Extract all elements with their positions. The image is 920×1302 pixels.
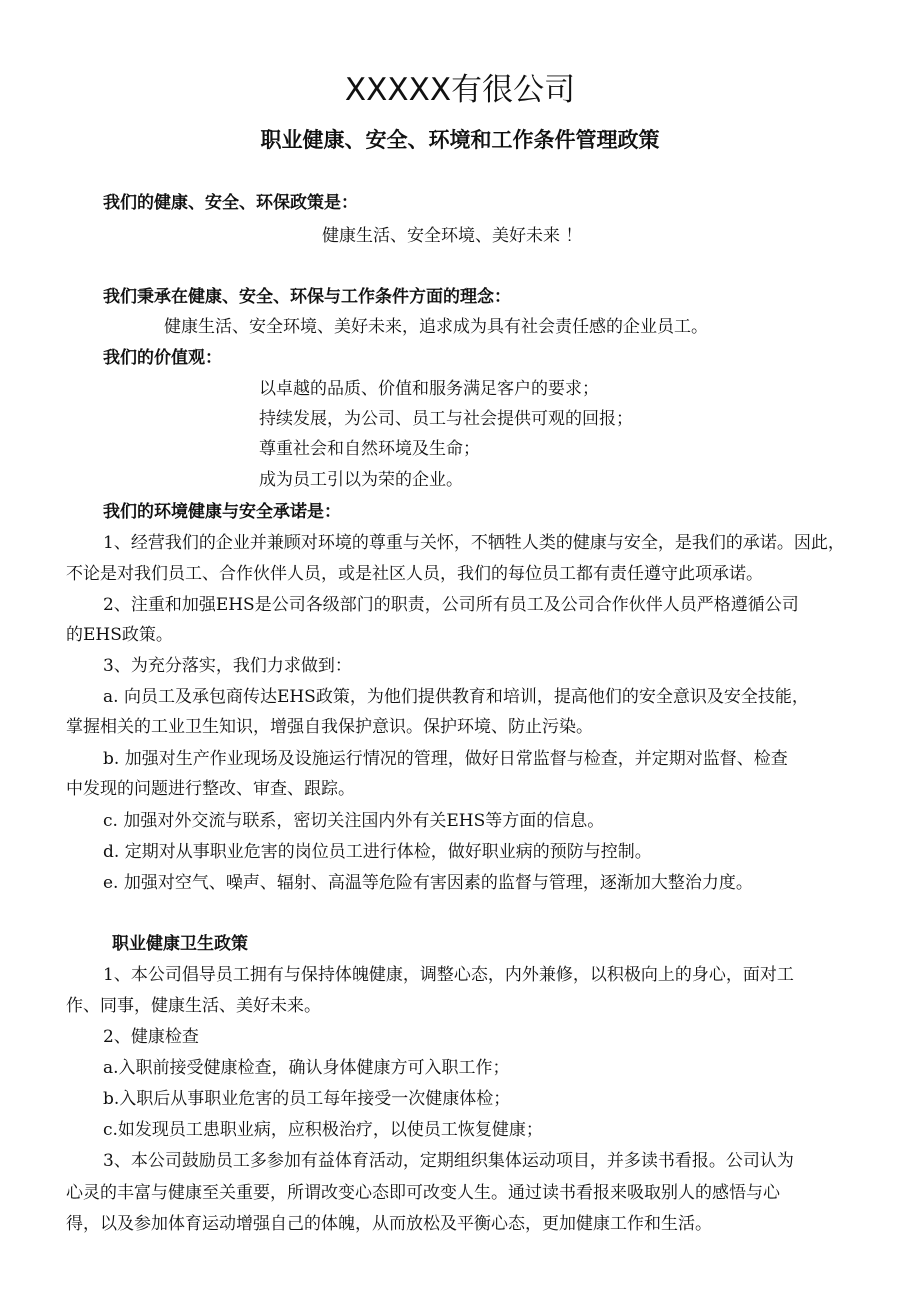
commitment-line: 3、为充分落实，我们力求做到： [103,656,352,676]
philosophy-heading: 我们秉承在健康、安全、环保与工作条件方面的理念： [103,287,511,307]
health-line: c.如发现员工患职业病，应积极治疗，以使员工恢复健康； [103,1120,543,1140]
commitment-line: 中发现的问题进行整改、审查、跟踪。 [66,779,355,799]
policy-subtitle: 职业健康、安全、环境和工作条件管理政策 [260,128,660,152]
commitment-heading: 我们的环境健康与安全承诺是： [103,502,341,522]
health-line: 1、本公司倡导员工拥有与保持体魄健康，调整心态，内外兼修，以积极向上的身心，面对工 [103,965,794,985]
commitment-line: a. 向员工及承包商传达EHS政策，为他们提供教育和培训，提高他们的安全意识及安全技能， [103,687,809,707]
philosophy-text: 健康生活、安全环境、美好未来，追求成为具有社会责任感的企业员工。 [164,317,708,337]
commitment-line: b. 加强对生产作业现场及设施运行情况的管理，做好日常监督与检查，并定期对监督、检查 [103,749,788,769]
company-title: XXXXX有很公司 [344,72,576,108]
value-item: 尊重社会和自然环境及生命； [259,439,480,459]
health-line: 心灵的丰富与健康至关重要，所谓改变心态即可改变人生。通过读书看报来吸取别人的感悟与心 [66,1183,780,1203]
commitment-line: 掌握相关的工业卫生知识，增强自我保护意识。保护环境、防止污染。 [66,717,593,737]
health-line: a.入职前接受健康检查，确认身体健康方可入职工作； [103,1058,510,1078]
value-item: 以卓越的品质、价值和服务满足客户的要求； [259,379,599,399]
health-line: 3、本公司鼓励员工多参加有益体育活动，定期组织集体运动项目，并多读书看报。公司认为 [103,1151,794,1171]
policy-heading: 我们的健康、安全、环保政策是： [103,193,358,213]
commitment-line: 2、注重和加强EHS是公司各级部门的职责，公司所有员工及公司合作伙伴人员严格遵循公司 [103,595,799,615]
health-line: 得，以及参加体育运动增强自己的体魄，从而放松及平衡心态，更加健康工作和生活。 [66,1214,712,1234]
commitment-line: 不论是对我们员工、合作伙伴人员，或是社区人员，我们的每位员工都有责任遵守此项承诺。 [66,564,763,584]
value-item: 持续发展，为公司、员工与社会提供可观的回报； [259,409,633,429]
health-line: b.入职后从事职业危害的员工每年接受一次健康体检； [103,1089,511,1109]
commitment-line: 1、经营我们的企业并兼顾对环境的尊重与关怀，不牺牲人类的健康与安全，是我们的承诺。因此， [103,533,845,553]
policy-slogan: 健康生活、安全环境、美好未来 ！ [322,226,583,246]
commitment-line: d. 定期对从事职业危害的岗位员工进行体检，做好职业病的预防与控制。 [103,842,652,862]
health-line: 2、健康检查 [103,1027,199,1047]
value-item: 成为员工引以为荣的企业。 [259,470,463,490]
commitment-line: e. 加强对空气、噪声、辐射、高温等危险有害因素的监督与管理，逐渐加大整治力度。 [103,873,753,893]
health-line: 作、同事，健康生活、美好未来。 [66,996,321,1016]
health-heading: 职业健康卫生政策 [112,934,248,954]
values-heading: 我们的价值观： [103,348,222,368]
commitment-line: c. 加强对外交流与联系，密切关注国内外有关EHS等方面的信息。 [103,811,605,831]
commitment-line: 的EHS政策。 [66,625,173,645]
